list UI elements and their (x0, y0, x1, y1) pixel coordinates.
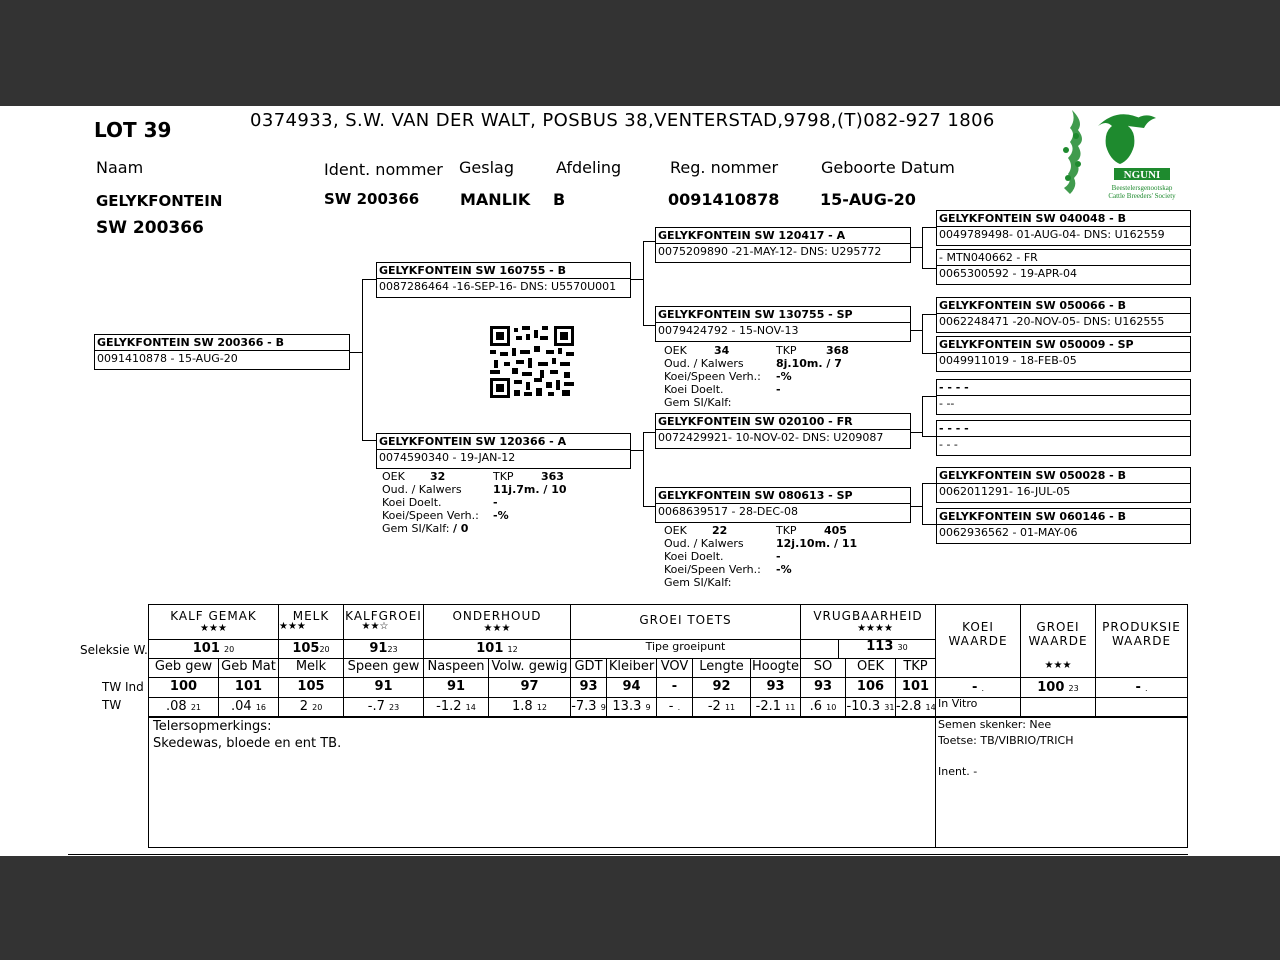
twind-cell: 94 (622, 679, 641, 694)
stat-value: -% (776, 370, 792, 383)
stat-label: OEK (664, 344, 687, 357)
pedigree-gg4 (936, 336, 1191, 372)
connector (643, 241, 644, 325)
twind-cell: 93 (579, 679, 598, 694)
stat-label: TKP (776, 524, 797, 537)
stat-value: 34 (714, 344, 730, 357)
tw-cell: -2 11 (707, 699, 736, 714)
pedigree-gg7 (936, 467, 1191, 503)
tw-cell: .04 16 (230, 699, 266, 714)
twind-cell: 105 (297, 679, 325, 694)
stars-kalfgroei: ★★☆ (361, 621, 389, 632)
pedigree-dam (376, 433, 631, 469)
connector (362, 279, 363, 441)
twind-groei: 100 23 (1037, 680, 1079, 695)
pedigree-sub: - - - (939, 438, 958, 451)
twind-cell: 106 (856, 679, 885, 694)
stat-label: OEK (664, 524, 687, 537)
pedigree-title: GELYKFONTEIN SW 120417 - A (658, 229, 846, 242)
pedigree-title: - - - - (939, 381, 969, 394)
stat-label: OEK (382, 470, 405, 483)
pedigree-dam-dam (655, 487, 911, 523)
nguni-logo (1058, 106, 1178, 201)
group-koei-waarde: KOEI (962, 620, 994, 634)
connector (922, 314, 936, 315)
stat-label: Koei Doelt. (664, 550, 724, 563)
stat-label: Gem SI/Kalf: (664, 576, 732, 589)
connector (643, 432, 644, 506)
header-ident: Ident. nommer (324, 160, 443, 179)
column-header: SO (813, 659, 833, 674)
seleksie-vrug: 113 30 (866, 639, 908, 654)
group-onderhoud: ONDERHOUD (452, 609, 542, 623)
pedigree-title: GELYKFONTEIN SW 130755 - SP (658, 308, 853, 321)
connector (922, 483, 923, 524)
connector (362, 440, 376, 441)
animal-ident: SW 200366 (324, 190, 420, 208)
pedigree-sub: 0062248471 -20-NOV-05- DNS: U162555 (939, 315, 1165, 328)
group-vrugbaarheid: VRUGBAARHEID (813, 609, 923, 623)
connector (922, 436, 936, 437)
tw-cell: -.7 23 (367, 699, 400, 714)
toetse: Toetse: TB/VIBRIO/TRICH (938, 734, 1074, 747)
connector (922, 268, 936, 269)
stat-value: - (776, 383, 781, 396)
twind-cell: 101 (234, 679, 263, 694)
twind-produksie: - . (1135, 680, 1148, 695)
stat-label: TKP (493, 470, 514, 483)
pedigree-sub: 0075209890 -21-MAY-12- DNS: U295772 (658, 245, 882, 258)
column-header: VOV (660, 659, 689, 674)
twind-cell: 91 (446, 679, 466, 694)
pedigree-title: GELYKFONTEIN SW 050028 - B (939, 469, 1126, 482)
owner-details: 0374933, S.W. VAN DER WALT, POSBUS 38,VENTERSTAD,9798,(T)082-927 1806 (250, 110, 995, 131)
pedigree-sub: 0049911019 - 18-FEB-05 (939, 354, 1077, 367)
bottom-rule (68, 854, 1188, 855)
stat-value: - (493, 496, 498, 509)
stats-dam-dam (664, 524, 857, 589)
header-geslag: Geslag (459, 158, 514, 177)
pedigree-title: GELYKFONTEIN SW 050009 - SP (939, 338, 1134, 351)
stars-vrug: ★★★★ (857, 623, 893, 634)
group-produksie: PRODUKSIE (1102, 620, 1181, 634)
pedigree-gg1 (936, 210, 1191, 246)
stats-sire-dam (664, 344, 849, 409)
twind-cell: - (671, 679, 678, 694)
column-header: Hoogte (751, 659, 800, 674)
stat-value: 363 (541, 470, 564, 483)
twind-cell: 97 (520, 679, 539, 694)
tipe-groeipunt: Tipe groeipunt (645, 640, 726, 653)
header-reg: Reg. nommer (670, 158, 779, 177)
stat-value: 405 (824, 524, 847, 537)
pedigree-sub: 0062011291- 16-JUL-05 (939, 485, 1071, 498)
pedigree-sub: 0049789498- 01-AUG-04- DNS: U162559 (939, 228, 1165, 241)
connector (629, 279, 643, 280)
lot-number: LOT 39 (94, 118, 172, 142)
connector (629, 450, 643, 451)
tw-cell: -1.2 14 (436, 699, 476, 714)
pedigree-sire (376, 262, 631, 298)
connector (643, 506, 655, 507)
pedigree-title: GELYKFONTEIN SW 160755 - B (379, 264, 566, 277)
row-label-twind: TW Ind (102, 680, 144, 694)
animal-afdeling: B (553, 190, 566, 209)
pedigree-title: GELYKFONTEIN SW 040048 - B (939, 212, 1126, 225)
twind-koei: - . (971, 680, 985, 695)
twind-cell: 92 (712, 679, 731, 694)
tw-cell: -7.3 9 (571, 699, 606, 714)
pedigree-title: GELYKFONTEIN SW 050066 - B (939, 299, 1126, 312)
pedigree-title: GELYKFONTEIN SW 120366 - A (379, 435, 567, 448)
logo-line1: Beestelersgenootskap (1111, 184, 1173, 192)
stat-value: 22 (712, 524, 728, 537)
logo-line2: Cattle Breeders' Society (1108, 192, 1176, 200)
stat-value: 8j.10m. / 7 (776, 357, 842, 370)
twind-cell: 100 (169, 679, 198, 694)
header-naam: Naam (96, 158, 144, 177)
stat-value: 12j.10m. / 11 (776, 537, 858, 550)
stat-label: Gem SI/Kalf: (664, 396, 732, 409)
pedigree-sub: 0091410878 - 15-AUG-20 (97, 352, 238, 365)
pedigree-sub: 0079424792 - 15-NOV-13 (658, 324, 799, 337)
pedigree-gg6 (936, 420, 1191, 456)
pedigree-sire-dam (655, 306, 911, 342)
tw-cell: .08 21 (165, 699, 201, 714)
pedigree-self (94, 334, 350, 370)
tw-cell: -2.8 14 (896, 699, 936, 714)
animal-name: GELYKFONTEIN (96, 192, 223, 210)
header-geboorte: Geboorte Datum (821, 158, 955, 177)
stat-value: - (776, 550, 781, 563)
column-header: Speen gew (347, 659, 420, 674)
connector (922, 396, 936, 397)
stat-label: Koei/Speen Verh.: (664, 563, 761, 576)
connector (922, 227, 936, 228)
group-melk: MELK (292, 609, 330, 623)
twind-cell: 91 (374, 679, 393, 694)
column-header: TKP (903, 659, 928, 674)
pedigree-title: GELYKFONTEIN SW 020100 - FR (658, 415, 853, 428)
pedigree-sub: 0065300592 - 19-APR-04 (939, 267, 1077, 280)
row-label-tw: TW (102, 698, 122, 712)
pedigree-title: GELYKFONTEIN SW 060146 - B (939, 510, 1126, 523)
tw-cell: - . (668, 699, 681, 714)
connector (643, 432, 655, 433)
stars-kalf: ★★★ (200, 623, 227, 634)
column-header: Kleiber (608, 659, 655, 674)
column-header: Geb Mat (221, 659, 276, 674)
document-page (0, 106, 1280, 856)
connector (922, 227, 923, 269)
tw-cell: -2.1 11 (755, 699, 796, 714)
twind-cell: 93 (766, 679, 785, 694)
column-header: Melk (295, 659, 327, 674)
stat-label: Koei/Speen Verh.: (664, 370, 761, 383)
stat-label: Koei Doelt. (382, 496, 442, 509)
connector (922, 353, 936, 354)
animal-geslag: MANLIK (460, 190, 531, 209)
remarks-title: Telersopmerkings: (153, 719, 272, 734)
pedigree-sub: - -- (939, 397, 955, 410)
pedigree-sub: 0087286464 -16-SEP-16- DNS: U5570U001 (379, 280, 617, 293)
pedigree-sire-sire (655, 227, 911, 263)
stat-label: Koei Doelt. (664, 383, 724, 396)
pedigree-gg3 (936, 297, 1191, 333)
stat-label: Oud. / Kalwers (382, 483, 462, 496)
stat-value: -% (776, 563, 792, 576)
pedigree-sub: 0062936562 - 01-MAY-06 (939, 526, 1078, 539)
animal-reg: 0091410878 (668, 190, 780, 209)
stars-melk: ★★★ (279, 621, 306, 632)
column-header: Geb gew (154, 659, 213, 674)
stat-value: 368 (826, 344, 849, 357)
stat-value: 11j.7m. / 10 (493, 483, 567, 496)
connector (643, 241, 655, 242)
logo-brand: NGUNI (1123, 169, 1161, 181)
tw-cell: 13.3 9 (612, 699, 651, 714)
remarks-text: Skedewas, bloede en ent TB. (153, 736, 342, 751)
group-groei-waarde: GROEI (1036, 620, 1080, 634)
stat-value: 32 (430, 470, 446, 483)
connector (348, 352, 362, 353)
stars-onderhoud: ★★★ (483, 623, 511, 634)
row-label-seleksie: Seleksie W. (80, 643, 148, 657)
pedigree-sub: 0068639517 - 28-DEC-08 (658, 505, 798, 518)
tw-cell: .6 10 (809, 699, 837, 714)
animal-geboorte: 15-AUG-20 (820, 190, 916, 209)
pedigree-gg8 (936, 508, 1191, 544)
pedigree-gg5 (936, 379, 1191, 415)
stat-label: Gem SI/Kalf: (382, 522, 450, 535)
seleksie-kalfgroei: 9123 (369, 641, 398, 656)
seleksie-onderhoud: 101 12 (476, 641, 518, 656)
pedigree-title: - MTN040662 - FR (939, 251, 1038, 264)
pedigree-title: GELYKFONTEIN SW 200366 - B (97, 336, 284, 349)
connector (922, 396, 923, 436)
pedigree-sub: 0074590340 - 19-JAN-12 (379, 451, 516, 464)
connector (643, 325, 655, 326)
column-header: Lengte (699, 659, 744, 674)
connector (922, 483, 936, 484)
seleksie-kalf: 101 20 (192, 641, 235, 656)
tw-cell: -10.3 31 (846, 699, 895, 714)
stat-value: -% (493, 509, 509, 522)
animal-name2: SW 200366 (96, 218, 204, 238)
twind-cell: 93 (813, 679, 833, 694)
stat-label: Koei/Speen Verh.: (382, 509, 479, 522)
semen-skenker: Semen skenker: Nee (938, 718, 1052, 731)
header-afdeling: Afdeling (556, 158, 622, 177)
connector (922, 314, 923, 354)
group-groei-waarde2: WAARDE (1028, 634, 1088, 648)
group-produksie2: WAARDE (1111, 634, 1172, 648)
group-groei-toets: GROEI TOETS (639, 613, 732, 627)
in-vitro: In Vitro (938, 697, 978, 710)
column-header: OEK (857, 659, 884, 674)
pedigree-dam-sire (655, 413, 911, 449)
column-header: GDT (574, 659, 603, 674)
group-kalfgroei: KALFGROEI (345, 609, 422, 623)
stat-label: Oud. / Kalwers (664, 537, 744, 550)
tw-cell: 2 20 (299, 699, 323, 714)
seleksie-melk: 10520 (292, 641, 330, 656)
column-header: Volw. gewig (491, 659, 568, 674)
connector (922, 524, 936, 525)
stat-label: Oud. / Kalwers (664, 357, 744, 370)
stars-groei: ★★★ (1044, 660, 1072, 671)
group-kalf-gemak: KALF GEMAK (170, 609, 257, 623)
pedigree-sub: 0072429921- 10-NOV-02- DNS: U209087 (658, 431, 884, 444)
pedigree-title: - - - - (939, 422, 969, 435)
tw-cell: 1.8 12 (511, 699, 547, 714)
inent: Inent. - (938, 765, 978, 778)
stats-dam (382, 470, 567, 535)
pedigree-title: GELYKFONTEIN SW 080613 - SP (658, 489, 853, 502)
group-koei-waarde2: WAARDE (948, 634, 1008, 648)
twind-cell: 101 (901, 679, 930, 694)
connector (362, 279, 376, 280)
stat-label: TKP (776, 344, 797, 357)
column-header: Naspeen (427, 659, 485, 674)
qr-code (490, 326, 574, 398)
pedigree-gg2 (936, 249, 1191, 285)
stat-value: / 0 (452, 522, 469, 535)
